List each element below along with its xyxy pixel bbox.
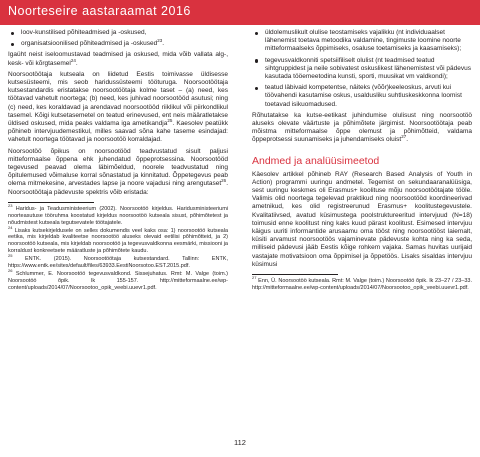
footnotes (8, 203, 229, 292)
list-item: organisatsioonilised põhiteadmised ja -oskused$^{23}$. (8, 40, 228, 48)
footnote-ref: 27 (401, 134, 407, 140)
footnote-ref: 23 (157, 38, 163, 44)
left-column (8, 29, 228, 293)
section-heading: Andmed ja analüüsimeetod (252, 154, 380, 167)
footnote: $^{26}$ Schlummer, E. Noorsootöö tegevusvaldkond. Sissejuhatus. Rmt: M. Valge (toim.) Noorsootöö õpik. lk 155-157. http://mitteformaalne.ee/wp-content/uploads/2014/07/Noorsootoo_opik_veebi.uuevr1.pdf. (8, 268, 229, 291)
footnote: $^{24}$ Lisaks kutsekirjeldusele on selles dokumendis veel kaks osa: 1) noorsootöö kutseala eetika, mis kirjeldab kvaliteetse noorsootöö aluseks olevaid eetilisi põhimõtteid, ja 2) noorsootöö kutseala, mis kirjeldab noorsootöö ja tegevusvaldkonna eesmärki, missiooni ja korraldust konkreetsete määratluste ja põhimõtete kaudu. (8, 224, 229, 255)
competence-list (252, 29, 472, 109)
footnotes (252, 275, 473, 292)
list-item: teatud läbivaid kompetentse, näiteks (võõr)keeleoskus, arvuti kui töövahendi kasutamise oskus, usaldusliku suhtluskeskkonna loomist toetavad isikuomadused. (252, 84, 472, 109)
list-item: üldolemuslikult olulise teostamiseks vajalikku (nt individuaalset lähenemist toetava metoodika valdamine, tingimuste loomine noorte mitteformaalseks õppimiseks, osaluse toetamiseks ja kaasamiseks); (252, 29, 472, 54)
footnote-divider (252, 274, 338, 275)
footnote-ref: 24 (70, 57, 76, 63)
footnote-ref: 25 (167, 117, 173, 123)
footnote-ref: 26 (221, 178, 227, 184)
footnote-divider (8, 202, 94, 203)
list-item: tegevusvaldkonniti spetsiifiliselt olulist (nt teadmised teatud sihtgruppidest ja neile sobivatest oskuslikest lähenemistest või pädevus kasutada tööemeetodina kunsti, sporti, muusikat vm valdkondi); (252, 57, 472, 82)
page-number: 112 (234, 438, 246, 447)
right-column (252, 29, 472, 293)
paragraph: Rõhutatakse ka kutse-eetikast juhindumise olulisust ning noorsootöö aluseks olevate väärtuste ja põhimõtete järgimist. Noorsootöötaja peab mõistma mitteformaalse õppe olemust ja põhimõtteid, valdama õppeprotsessi suunamiseks ja juhendamiseks oluist$^{27}$. (252, 111, 472, 144)
paragraph: Noorsootöötaja kutseala on liidetud Eestis toimivasse üldisesse kutsesüsteemi, mis seob haridussüsteemi tööturuga. Noorsootöötaja kutsestandardis eristatakse noorsootöötaja kolme taset – (a) need, kes töötavad vahetult noortega; (b) need, kes juhivad noorsootööd asutusi; ning (c) need, kes koraldavad ja arendavad noorsootööd riiklikul või piirkondlikul tasemel. Kõigi kutsetasemetel on teatud erinevused, ent neis määratletakse üldised oskused, mida peaks valdama iga ametikandja$^{25}$. Kaesolev peatükk põhineb intervjuudemestikul, milles saavad sõna kahe taseme esindajad: vahetult noortega töötavad ja noorsootöö korraldajad. (8, 70, 228, 144)
list-item: loov-kunstilised põhiteadmised ja -oskused, (8, 29, 228, 37)
paragraph: Noorsootöö õpikus on noorsootööd teadvustatud sisult paljusi mitteformaalse õppena ehk juhendatud õppeprotsessina. Noorsootööd tegevused peavad olema läbimõeldud, noorele teadvustatud ning õpitulemused võimaluse korral sõnastatud ja kinnitatud. Õppetegevus peab olema mitmekesine, arvestades lapse ja noore vajadusi ning arengutaset$^{26}$. Noorsootöötaja pädevuste spektris võib eristada: (8, 147, 228, 196)
footnote: $^{27}$ Enn, Ü. Noorsootöö kutseala. Rmt: M. Valge (toim.) Noorsootöö õpik. lk 23–27 / 23–33. http://mitteformaalne.ee/wp-content/uploads/2014/07/Noorsootoo_opik_veebi.uuevr1.pdf. (252, 275, 473, 291)
paragraph: Igaüht neist iseloomustavad teadmised ja oskused, mida võib vallata alg-, kesk- või kõrgtasemel$^{24}$. (8, 51, 228, 67)
footnote: $^{25}$ ENTK. (2015). Noorsootöötaja kutsestandard. Tallinn: ENTK, https://www.entk.ee/sites/default/files/63933.EestiNoorsotoo.EST.2015.pdf. (8, 253, 228, 270)
page-header (0, 0, 480, 25)
competence-list (8, 29, 228, 48)
running-title: Noorteseire aastaraamat 2016 (8, 4, 191, 18)
footnote: $^{23}$ Haridus- ja Teadusministeerium (2002). Noorsootöö kirjeldus. Haridusministeeriumi noorteasutuse tööruhma koostatud kirjeldus noorsootöö kutseala sisust, põhimõtetest ja nõudmistest kutseala tegutsevatele töötajatele. (8, 203, 229, 226)
paragraph: Käesolev artikkel põhineb RAY (Research Based Analysis of Youth in Action) programmi uuringu andmetel. Tegemist on sekundaaranalüüsiga, sest uuringu keskmes oli Erasmus+ koolituse mõju noorsootöötajate tööle. Valimis olid noortega tegelevad praktikud ning noorsootööd koordineerivad ametnikud, kes olid registreerunud Erasmus+ koolitustegevustele. Kvalitatiivsed, avatud küsimustega poolstruktureeritud intervjuud (N=18) toimusid enne koolitust ning kaks kuud pärast koolitust. Esimesed intervjuu käigus uuriti informantide arusaamu oma tööst ning noorsootööst laiemalt, küsiti arvamust noorsootöös vajaminevate pädevuste kohta ning ka seda, milliseid pädevusi jääb Eestis kõige rohkem vajaka. Samas huvitas uurijaid vastajate motivatsioon oma õppimisel ja õppetöös. Lisaks sisaldas intervjuu küsimusi (252, 170, 472, 268)
